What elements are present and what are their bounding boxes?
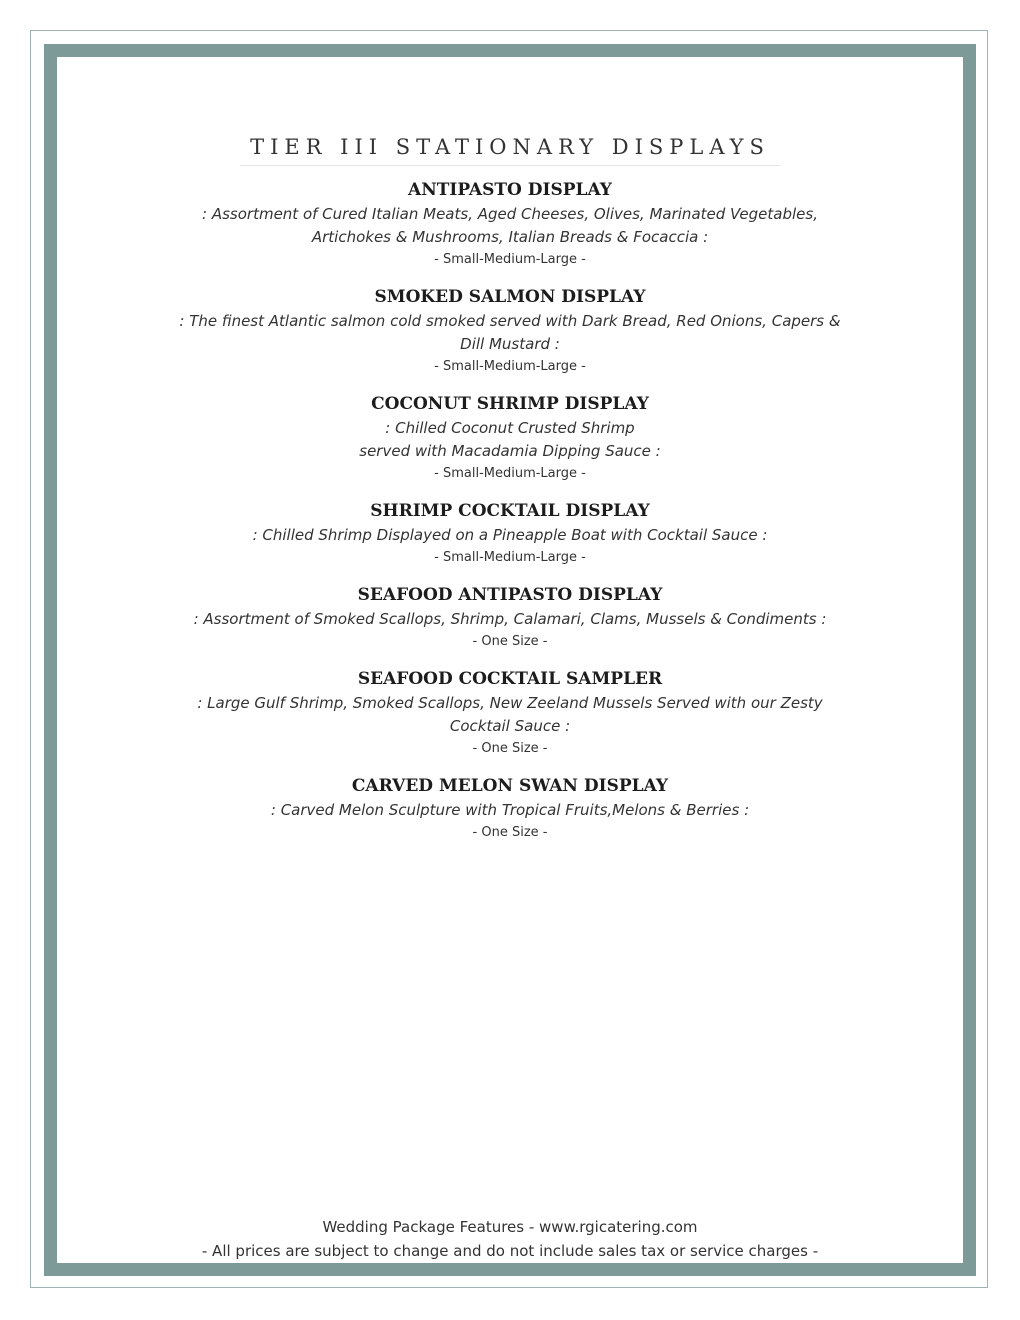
menu-item — [130, 177, 890, 271]
item-name: CARVED MELON SWAN DISPLAY — [351, 776, 669, 796]
item-size: - Small-Medium-Large - — [434, 550, 586, 565]
item-name: ANTIPASTO DISPLAY — [408, 180, 612, 200]
item-description-line: : Assortment of Cured Italian Meats, Aged Cheeses, Olives, Marinated Vegetables, — [202, 205, 818, 223]
item-description-line: Dill Mustard : — [460, 335, 560, 353]
item-size: - Small-Medium-Large - — [434, 252, 586, 267]
item-name: SHRIMP COCKTAIL DISPLAY — [370, 501, 650, 521]
item-description-line: : Chilled Coconut Crusted Shrimp — [385, 419, 635, 437]
menu-item — [130, 498, 890, 569]
menu-item — [130, 391, 890, 485]
item-description — [130, 524, 890, 547]
item-description — [130, 417, 890, 463]
item-description-line: Artichokes & Mushrooms, Italian Breads & Focaccia : — [311, 228, 709, 246]
item-name: SEAFOOD COCKTAIL SAMPLER — [357, 669, 663, 689]
item-description-line: : Assortment of Smoked Scallops, Shrimp, Calamari, Clams, Mussels & Condiments : — [193, 610, 827, 628]
menu-item — [130, 773, 890, 844]
item-description-line: served with Macadamia Dipping Sauce : — [359, 442, 661, 460]
item-size: - Small-Medium-Large - — [434, 359, 586, 374]
item-size: - One Size - — [472, 741, 548, 756]
item-name: COCONUT SHRIMP DISPLAY — [371, 394, 649, 414]
item-description-line: : Carved Melon Sculpture with Tropical Fruits,Melons & Berries : — [270, 801, 750, 819]
item-description-line: : Large Gulf Shrimp, Smoked Scallops, New Zeeland Mussels Served with our Zesty — [197, 694, 823, 712]
item-description-line: Cocktail Sauce : — [449, 717, 571, 735]
item-description — [130, 310, 890, 356]
item-description — [130, 692, 890, 738]
page-title: TIER III STATIONARY DISPLAYS — [250, 135, 770, 159]
page-footer — [0, 1215, 1020, 1263]
item-size: - One Size - — [472, 634, 548, 649]
title-divider — [240, 165, 780, 166]
item-description — [130, 799, 890, 822]
item-name: SMOKED SALMON DISPLAY — [374, 287, 646, 307]
menu-item — [130, 284, 890, 378]
footer-website-line: Wedding Package Features - www.rgicatering.com — [322, 1218, 698, 1236]
item-size: - Small-Medium-Large - — [434, 466, 586, 481]
item-name: SEAFOOD ANTIPASTO DISPLAY — [357, 585, 663, 605]
menu-list — [130, 177, 890, 857]
item-size: - One Size - — [472, 825, 548, 840]
item-description — [130, 203, 890, 249]
item-description-line: : The finest Atlantic salmon cold smoked served with Dark Bread, Red Onions, Capers & — [179, 312, 841, 330]
item-description-line: : Chilled Shrimp Displayed on a Pineapple Boat with Cocktail Sauce : — [252, 526, 768, 544]
menu-item — [130, 666, 890, 760]
item-description — [130, 608, 890, 631]
footer-disclaimer: - All prices are subject to change and do not include sales tax or service charges - — [201, 1242, 819, 1260]
menu-item — [130, 582, 890, 653]
